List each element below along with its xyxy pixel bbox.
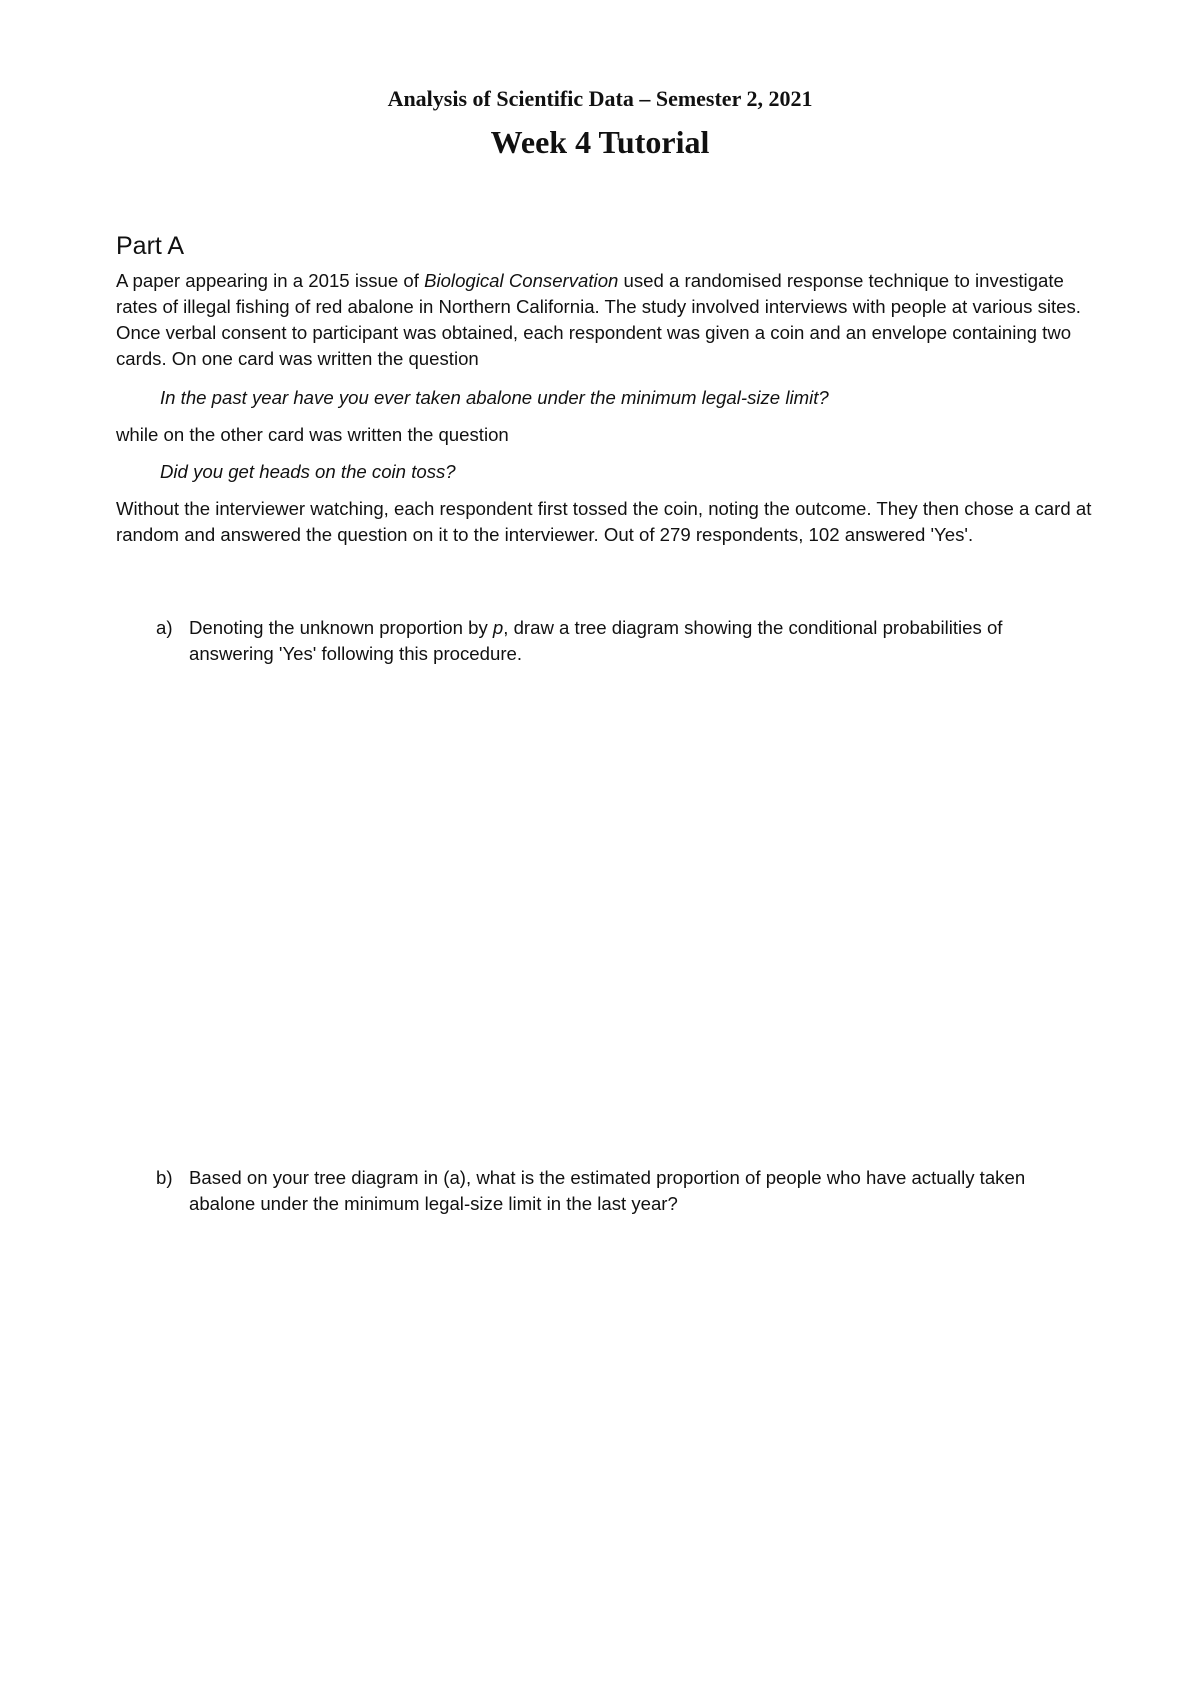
card-question-2: Did you get heads on the coin toss? (160, 461, 456, 482)
question-text-end: , draw a tree diagram showing the conditional probabilities of answering 'Yes' following this procedure. (189, 617, 1003, 664)
question-text: Based on your tree diagram in (a), what is the estimated proportion of people who have actually taken abalone under the minimum legal-size limit in the last year? (189, 1167, 1026, 1214)
intro-text-start: A paper appearing in a 2015 issue of (116, 270, 425, 291)
outro-paragraph: Without the interviewer watching, each respondent first tossed the coin, noting the outcome. They then chose a card at random and answered the question on it to the interviewer. Out of 279 respondents, 102 answered 'Yes'. (116, 498, 1092, 545)
section-heading-part-a: Part A (116, 232, 185, 260)
question-a (156, 615, 1056, 667)
intro-paragraph (116, 268, 1096, 372)
page-title: Week 4 Tutorial (490, 124, 710, 160)
question-text (189, 615, 1056, 667)
intro-text-end: used a randomised response technique to investigate rates of illegal fishing of red abalone in Northern California. The study involved interviews with people at various sites. Once verbal consent to participant was obtained, each respondent was given a coin and an envelope containing two cards. On one card was written the question (116, 270, 1081, 369)
question-b (156, 1165, 1056, 1217)
question-label: a) (156, 617, 173, 638)
card-question-1: In the past year have you ever taken abalone under the minimum legal-size limit? (160, 387, 829, 408)
between-quotes-text: while on the other card was written the question (116, 424, 509, 445)
question-label: b) (156, 1167, 173, 1188)
course-title: Analysis of Scientific Data – Semester 2, 2021 (387, 86, 813, 111)
variable-p: p (492, 617, 504, 638)
question-text-start: Denoting the unknown proportion by (189, 617, 493, 638)
journal-name: Biological Conservation (424, 270, 619, 291)
